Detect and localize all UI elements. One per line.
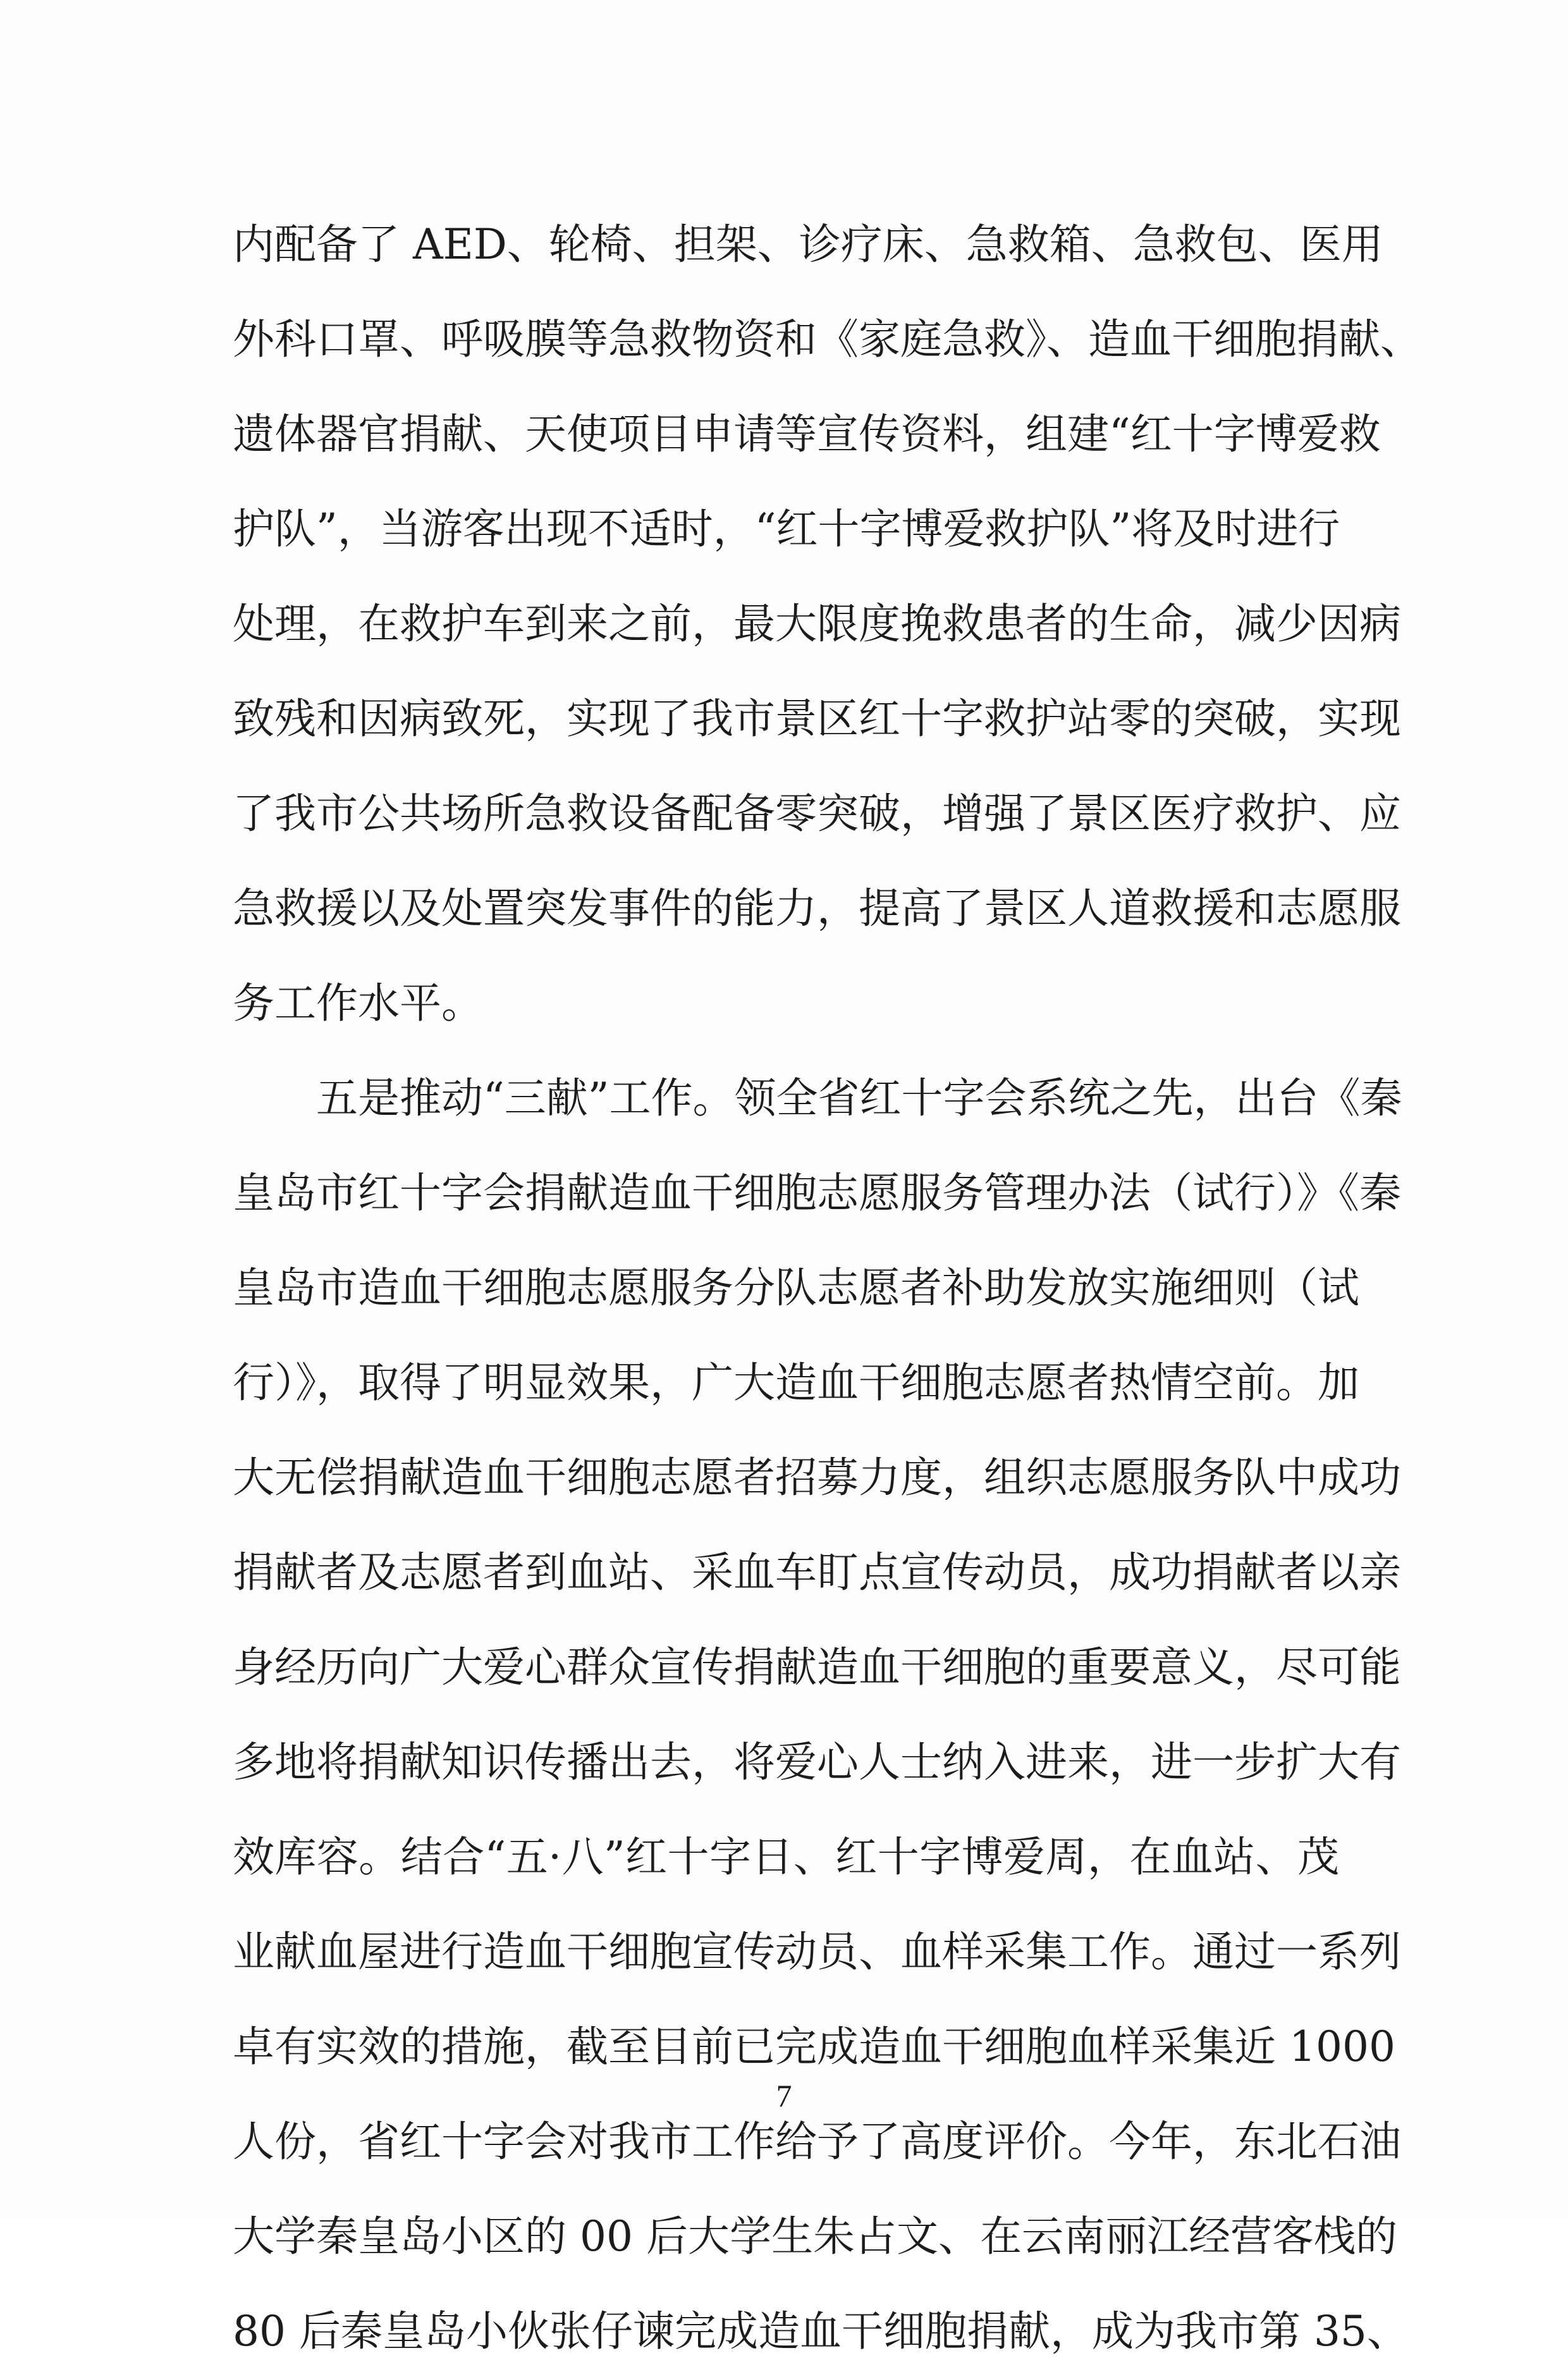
text-line: 80 后秦皇岛小伙张仔谏完成造血干细胞捐献，成为我市第 35、: [233, 2307, 1409, 2356]
text-line: 行）》，取得了明显效果，广大造血干细胞志愿者热情空前。加: [233, 1358, 1359, 1407]
text-line: 效库容。结合“五·八”红十字日、红十字博爱周，在血站、茂: [233, 1833, 1339, 1881]
text-line: 大学秦皇岛小区的 00 后大学生朱占文、在云南丽江经营客栈的: [233, 2212, 1397, 2261]
text-line: 皇岛市造血干细胞志愿服务分队志愿者补助发放实施细则（试: [233, 1263, 1359, 1312]
text-line: 大无偿捐献造血干细胞志愿者招募力度，组织志愿服务队中成功: [233, 1453, 1401, 1502]
text-line: 身经历向广大爱心群众宣传捐献造血干细胞的重要意义，尽可能: [233, 1643, 1401, 1692]
text-line: 处理，在救护车到来之前，最大限度挽救患者的生命，减少因病: [233, 599, 1401, 648]
paragraph-first-line: 五是推动“三献”工作。领全省红十字会系统之先，出台《秦: [316, 1074, 1402, 1122]
text-line: 捐献者及志愿者到血站、采血车盯点宣传动员，成功捐献者以亲: [233, 1548, 1401, 1597]
text-line: 内配备了 AED、轮椅、担架、诊疗床、急救箱、急救包、医用: [233, 220, 1383, 269]
page-number: 7: [776, 2078, 792, 2113]
text-line: 了我市公共场所急救设备配备零突破，增强了景区医疗救护、应: [233, 789, 1401, 838]
text-line: 皇岛市红十字会捐献造血干细胞志愿服务管理办法（试行）》《秦: [233, 1169, 1401, 1217]
text-line: 护队”，当游客出现不适时，“红十字博爱救护队”将及时进行: [233, 505, 1340, 553]
body-text: [233, 197, 1422, 2379]
text-line: 务工作水平。: [233, 979, 483, 1028]
text-line: 人份，省红十字会对我市工作给予了高度评价。今年，东北石油: [233, 2117, 1401, 2166]
text-line: 卓有实效的措施，截至目前已完成造血干细胞血样采集近 1000: [233, 2022, 1395, 2071]
text-line: 急救援以及处置突发事件的能力，提高了景区人道救援和志愿服: [233, 884, 1401, 933]
text-line: 致残和因病致死，实现了我市景区红十字救护站零的突破，实现: [233, 694, 1401, 743]
text-line: 遗体器官捐献、天使项目申请等宣传资料，组建“红十字博爱救: [233, 410, 1381, 458]
text-line: 外科口罩、呼吸膜等急救物资和《家庭急救》、造血干细胞捐献、: [233, 315, 1422, 364]
text-line: 多地将捐献知识传播出去，将爱心人士纳入进来，进一步扩大有: [233, 1738, 1401, 1786]
text-line: 业献血屋进行造血干细胞宣传动员、血样采集工作。通过一系列: [233, 1927, 1401, 1976]
